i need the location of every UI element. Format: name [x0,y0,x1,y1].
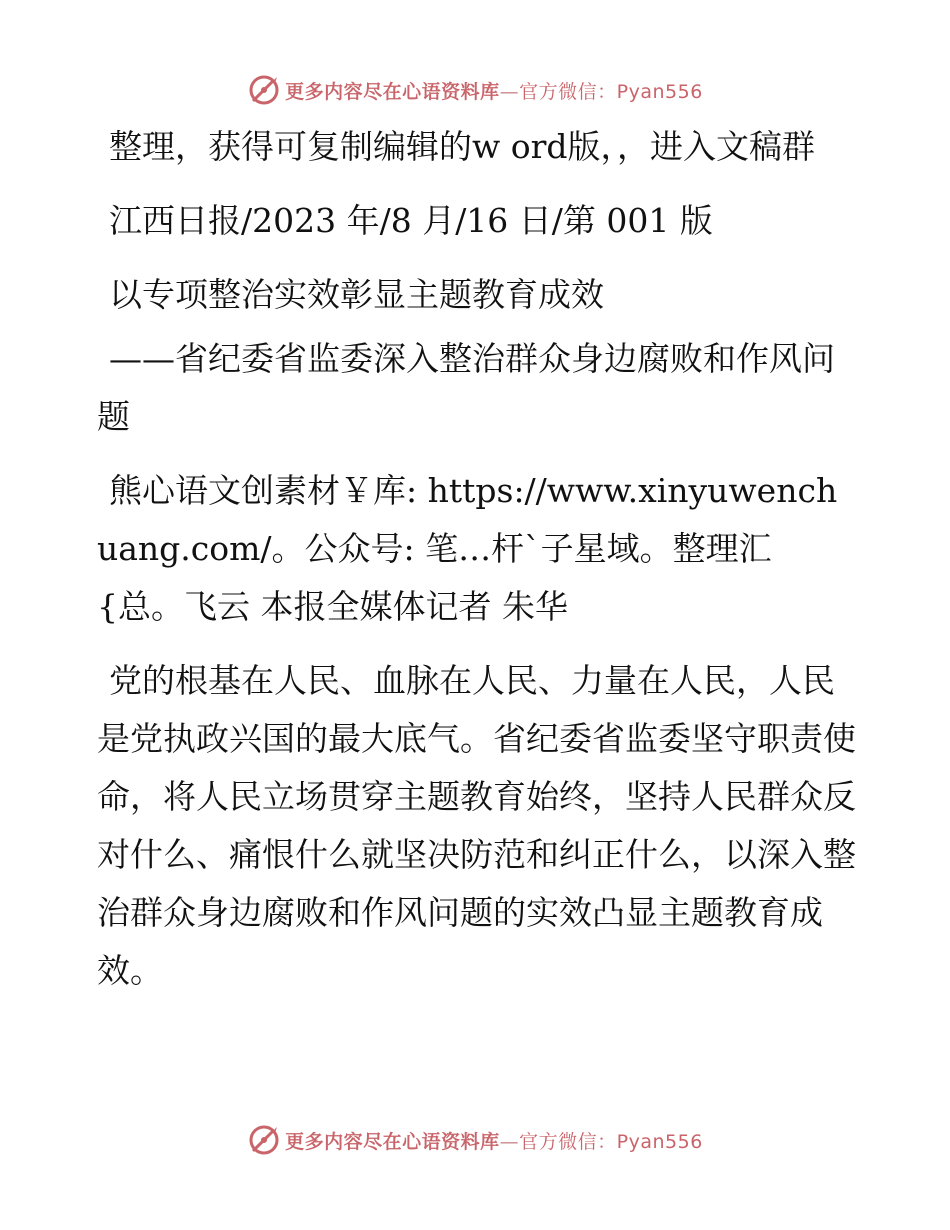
document-body [97,118,857,1016]
paragraph-source: 江西日报/2023 年/8 月/16 日/第 001 版 [109,201,713,240]
banner-dash: — [499,1130,520,1153]
paragraph-intro: 整理，获得可复制编辑的w ord版，，进入文稿群 [109,127,816,166]
banner-wechat: 官方微信：Pyan556 [519,80,703,103]
quill-logo-icon [247,73,281,107]
paragraph-body: 党的根基在人民、血脉在人民、力量在人民，人民是党执政兴国的最大底气。省纪委省监委坚守职责使命，将人民立场贯穿主题教育始终，坚持人民群众反对什么、痛恨什么就坚决防范和纠正什么，以深入整治群众身边腐败和作风问题的实效凸显主题教育成效。 [97,661,856,990]
article-subtitle: ——省纪委省监委深入整治群众身边腐败和作风问题 [97,339,835,436]
paragraph-byline: 熊心语文创素材￥库: https://www.xinyuwenchuang.com/。公众号: 笔…杆`子星域。整理汇{总。飞云 本报全媒体记者 朱华 [97,471,838,626]
banner-site-name: 更多内容尽在心语资料库 [285,1130,500,1153]
banner-dash: — [499,80,520,103]
banner-site-name: 更多内容尽在心语资料库 [285,80,500,103]
article-title: 以专项整治实效彰显主题教育成效 [109,275,604,314]
quill-logo-icon [247,1123,281,1157]
header-watermark-banner [0,68,950,112]
footer-watermark-banner [0,1118,950,1162]
banner-wechat: 官方微信：Pyan556 [519,1130,703,1153]
